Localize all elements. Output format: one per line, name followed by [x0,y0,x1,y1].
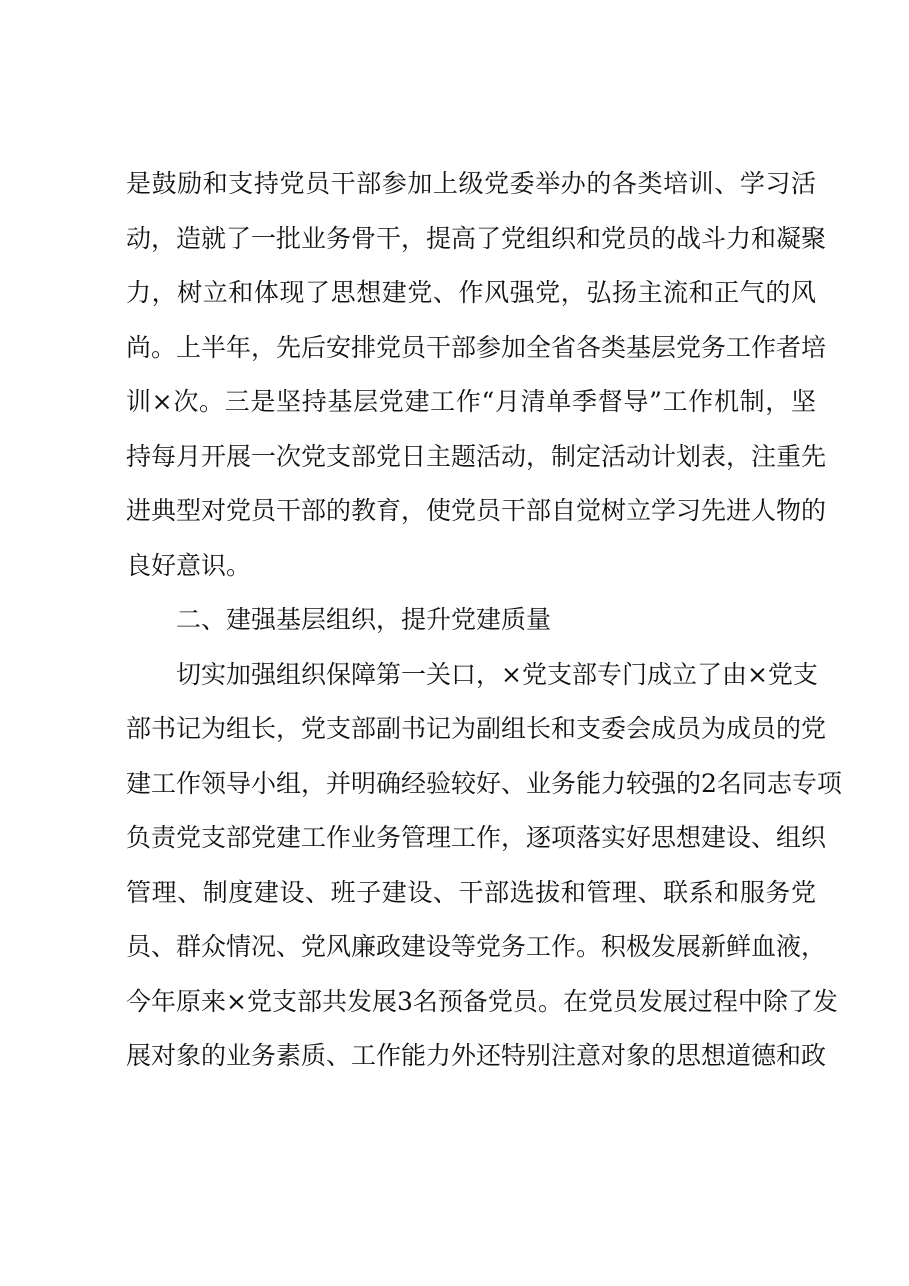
paragraph-line: 是鼓励和支持党员干部参加上级党委举办的各类培训、学习活 [126,169,816,198]
section-heading: 二、建强基层组织，提升党建质量 [176,605,552,634]
paragraph-line: 展对象的业务素质、工作能力外还特别注意对象的思想道德和政 [126,1041,827,1070]
paragraph-line: 持每月开展一次党支部党日主题活动，制定活动计划表，注重先 [126,441,827,471]
paragraph-line: 管理、制度建设、班子建设、干部选拔和管理、联系和服务党 [126,877,816,907]
paragraph-line: 力，树立和体现了思想建党、作风强党，弘扬主流和正气的风 [126,278,816,307]
paragraph-line: 部书记为组长，党支部副书记为副组长和支委会成员为成员的党 [126,714,827,743]
paragraph-line: 负责党支部党建工作业务管理工作，逐项落实好思想建设、组织 [126,823,827,852]
paragraph-line: 动，造就了一批业务骨干，提高了党组织和党员的战斗力和凝聚 [126,223,827,253]
paragraph-line: 今年原来×党支部共发展3名预备党员。在党员发展过程中除了发 [126,986,838,1016]
paragraph-line: 建工作领导小组，并明确经验较好、业务能力较强的2名同志专项 [126,768,842,798]
document-body [126,157,842,1084]
paragraph-2 [126,648,842,1084]
paragraph-line: 进典型对党员干部的教育，使党员干部自觉树立学习先进人物的 [126,496,827,525]
paragraph-1 [126,157,827,593]
paragraph-line: 切实加强组织保障第一关口，×党支部专门成立了由×党支 [176,659,818,689]
paragraph-line: 训×次。三是坚持基层党建工作“月清单季督导”工作机制，坚 [126,387,816,416]
paragraph-line: 良好意识。 [126,550,252,580]
paragraph-line: 员、群众情况、党风廉政建设等党务工作。积极发展新鲜血液， [126,932,827,961]
paragraph-line: 尚。上半年，先后安排党员干部参加全省各类基层党务工作者培 [126,332,827,362]
